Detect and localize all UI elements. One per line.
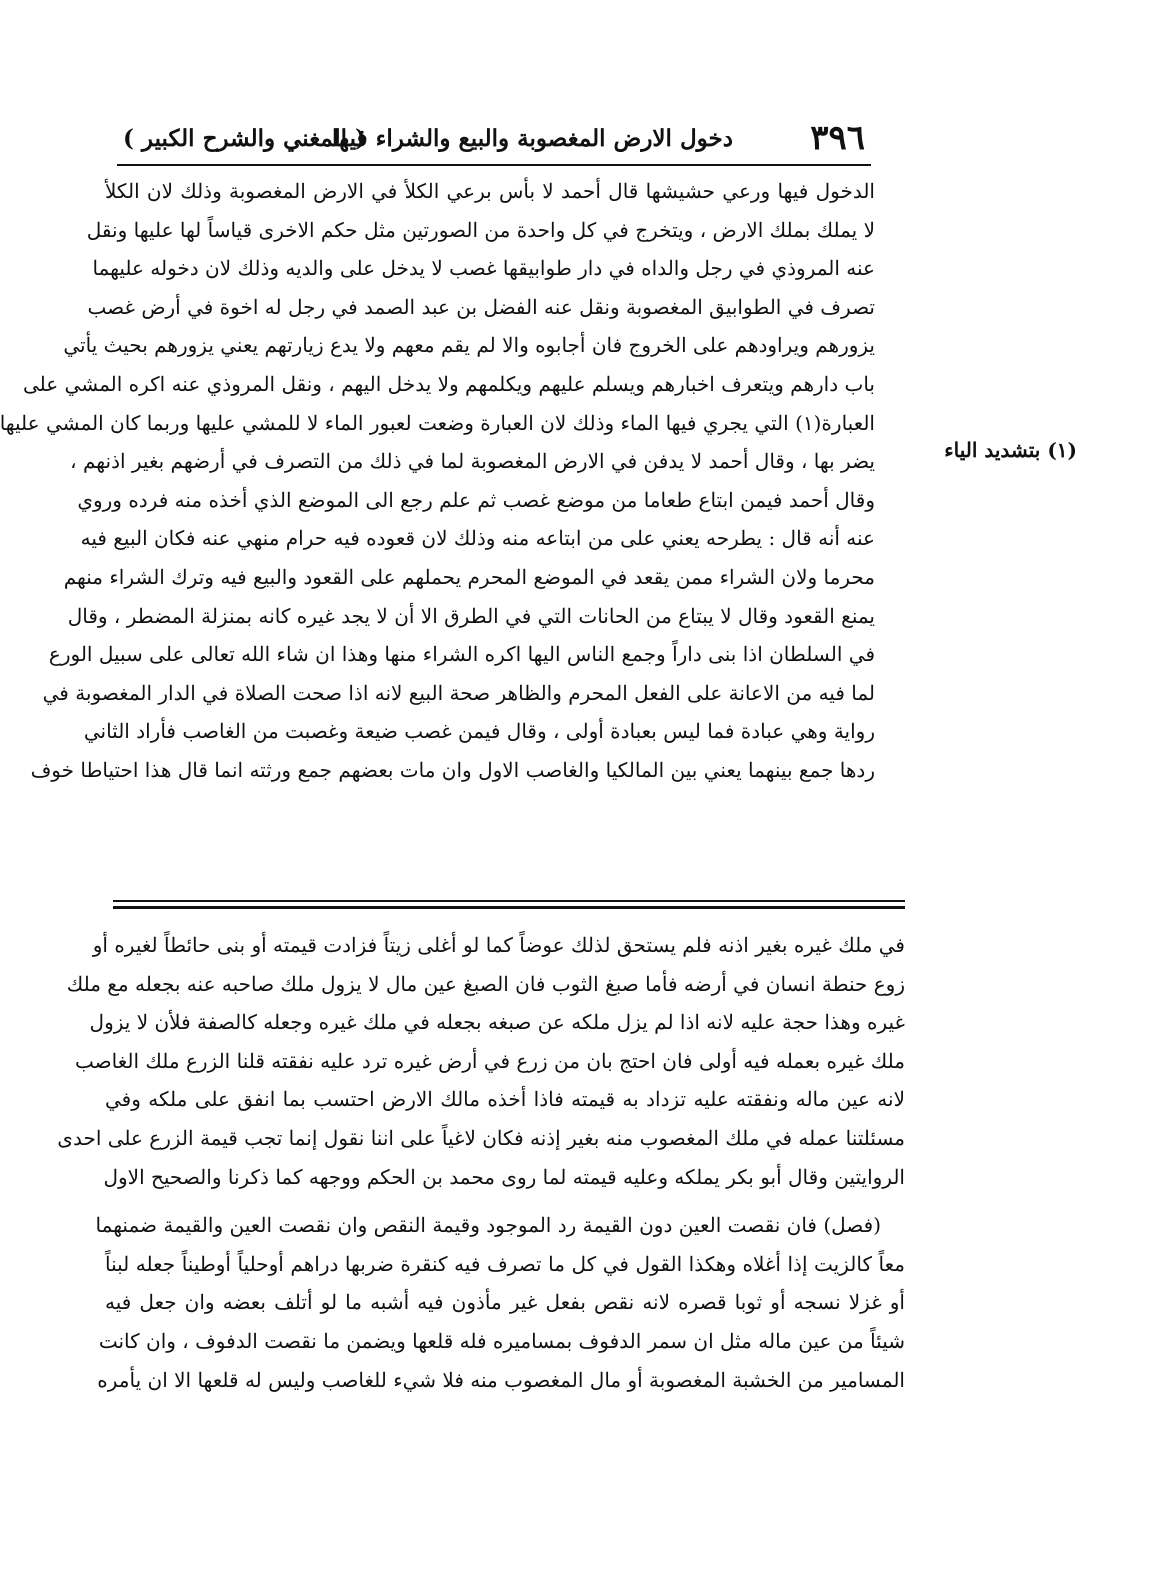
commentary-text-block: [57, 926, 905, 1399]
text-line: لا يملك بملك الارض ، ويتخرج في كل واحدة من الصورتين مثل حكم الاخرى قياساً لها عليها ونقل: [86, 217, 875, 242]
text-line: وقال أحمد فيمن ابتاع طعاما من موضع غصب ثم علم رجع الى الموضع الذي أخذه منه فرده وروي: [77, 487, 875, 512]
commentary-line: شيئاً من عين ماله مثل ان سمر الدفوف بمساميره فله قلعها ويضمن ما نقصت الدفوف ، وان كانت: [98, 1328, 905, 1353]
header-book-title: ( المغني والشرح الكبير ): [123, 125, 366, 152]
main-text-block: [0, 172, 875, 790]
text-line: ردها جمع بينهما يعني بين المالكيا والغاصب الاول وان مات بعضهم جمع ورثته انما قال هذا احتياطا خوف: [30, 757, 875, 782]
commentary-line: ملك غيره بعمله فيه أولى فان احتج بان من زرع في أرض غيره ترد عليه نفقته قلنا الزرع ملك الغاصب: [75, 1048, 905, 1073]
commentary-line: غيره وهذا حجة عليه لانه اذا لم يزل ملكه عن صبغه بجعله في ملك غيره وجعله كالصفة فلأن لا يزول: [89, 1010, 905, 1035]
commentary-line: مسئلتنا عمله في ملك المغصوب منه بغير إذنه فكان لاغياً على اننا نقول إنما تجب قيمة الزرع على احدى: [57, 1125, 905, 1150]
commentary-line: أو غزلا نسجه أو ثوبا قصره لانه نقص بفعل غير مأذون فيه أشبه ما لو أتلف بعضه وان جعل فيه: [105, 1290, 905, 1315]
commentary-line: المسامير من الخشبة المغصوبة أو مال المغصوب منه فلا شيء للغاصب وليس له قلعها الا ان يأمره: [97, 1367, 905, 1392]
header-rule: [117, 164, 871, 166]
section-divider-top: [113, 900, 905, 902]
header-title: دخول الارض المغصوبة والبيع والشراء فيها: [332, 125, 733, 152]
text-line: باب دارهم ويتعرف اخبارهم ويسلم عليهم ويكلمهم ولا يدخل اليهم ، ونقل المروذي عنه اكره المشي على: [22, 371, 875, 396]
commentary-line: معاً كالزيت إذا أغلاه وهكذا القول في كل ما تصرف فيه كنقرة ضربها دراهم أوحلياً أوطيناً جعله لبناً: [105, 1251, 905, 1276]
commentary-line: لانه عين ماله ونفقته عليه تزداد به قيمته فاذا أخذه مالك الارض احتسب بما انفق على ملكه وفي: [105, 1087, 905, 1112]
section-divider-bottom: [113, 906, 905, 909]
text-line: محرما ولان الشراء ممن يقعد في الموضع المحرم يحملهم على القعود والبيع فيه وترك الشراء منهم: [63, 564, 875, 589]
text-line: يمنع القعود وقال لا يبتاع من الحانات التي في الطرق الا أن لا يجد غيره كانه بمنزلة المضطر ، وقال: [67, 603, 875, 628]
commentary-line: الروايتين وقال أبو بكر يملكه وعليه قيمته لما روى محمد بن الحكم ووجهه كما ذكرنا والصحيح الاول: [103, 1164, 905, 1189]
commentary-line: زوع حنطة انسان في أرضه فأما صبغ الثوب فان الصبغ عين مال لا يزول ملك صاحبه عنه بجعله مع ملك: [66, 971, 905, 996]
running-header: [119, 118, 871, 160]
commentary-line: في ملك غيره بغير اذنه فلم يستحق لذلك عوضاً كما لو أغلى زيتاً فزادت قيمته أو بنى حائطاً لغيره أو: [92, 933, 905, 957]
text-line: يضر بها ، وقال أحمد لا يدفن في الارض المغصوبة لما في ذلك من التصرف في أرضهم بغير اذنهم ،: [70, 449, 875, 474]
text-line: عنه أنه قال : يطرحه يعني على من ابتاعه منه وذلك لان قعوده فيه حرام منهي عنه فكان البيع فيه: [80, 526, 875, 551]
margin-footnote: (١) بتشديد الياء: [944, 438, 1077, 462]
page-number: ٣٩٦: [810, 118, 865, 158]
text-line: تصرف في الطوابيق المغصوبة ونقل عنه الفضل بن عبد الصمد في رجل له اخوة في أرض غصب: [87, 294, 875, 319]
section-heading-line: (فصل) فان نقصت العين دون القيمة رد الموجود وقيمة النقص وان نقصت العين والقيمة ضمنهما: [95, 1213, 881, 1238]
text-line: العبارة(١) التي يجري فيها الماء وذلك لان العبارة وضعت لعبور الماء لا للمشي عليها وربما كان المشي عليها: [0, 410, 875, 435]
text-line: الدخول فيها ورعي حشيشها قال أحمد لا بأس برعي الكلأ في الارض المغصوبة وذلك لان الكلأ: [105, 179, 875, 203]
text-line: في السلطان اذا بنى داراً وجمع الناس اليها اكره الشراء منها وهذا ان شاء الله تعالى على سبيل الورع: [48, 642, 875, 667]
text-line: رواية وهي عبادة فما ليس بعبادة أولى ، وقال فيمن غصب ضيعة وغصبت من الغاصب فأراد الثاني: [83, 719, 875, 744]
text-line: يزورهم ويراودهم على الخروج فان أجابوه والا لم يقم معهم ولا يدع زيارتهم يعني يزورهم بحيث يأتي: [63, 333, 875, 358]
text-line: لما فيه من الاعانة على الفعل المحرم والظاهر صحة البيع لانه اذا صحت الصلاة في الدار المغصوبة في: [42, 680, 875, 705]
text-line: عنه المروذي في رجل والداه في دار طوابيقها غصب لا يدخل على والديه وذلك لان دخوله عليهما: [92, 256, 875, 281]
